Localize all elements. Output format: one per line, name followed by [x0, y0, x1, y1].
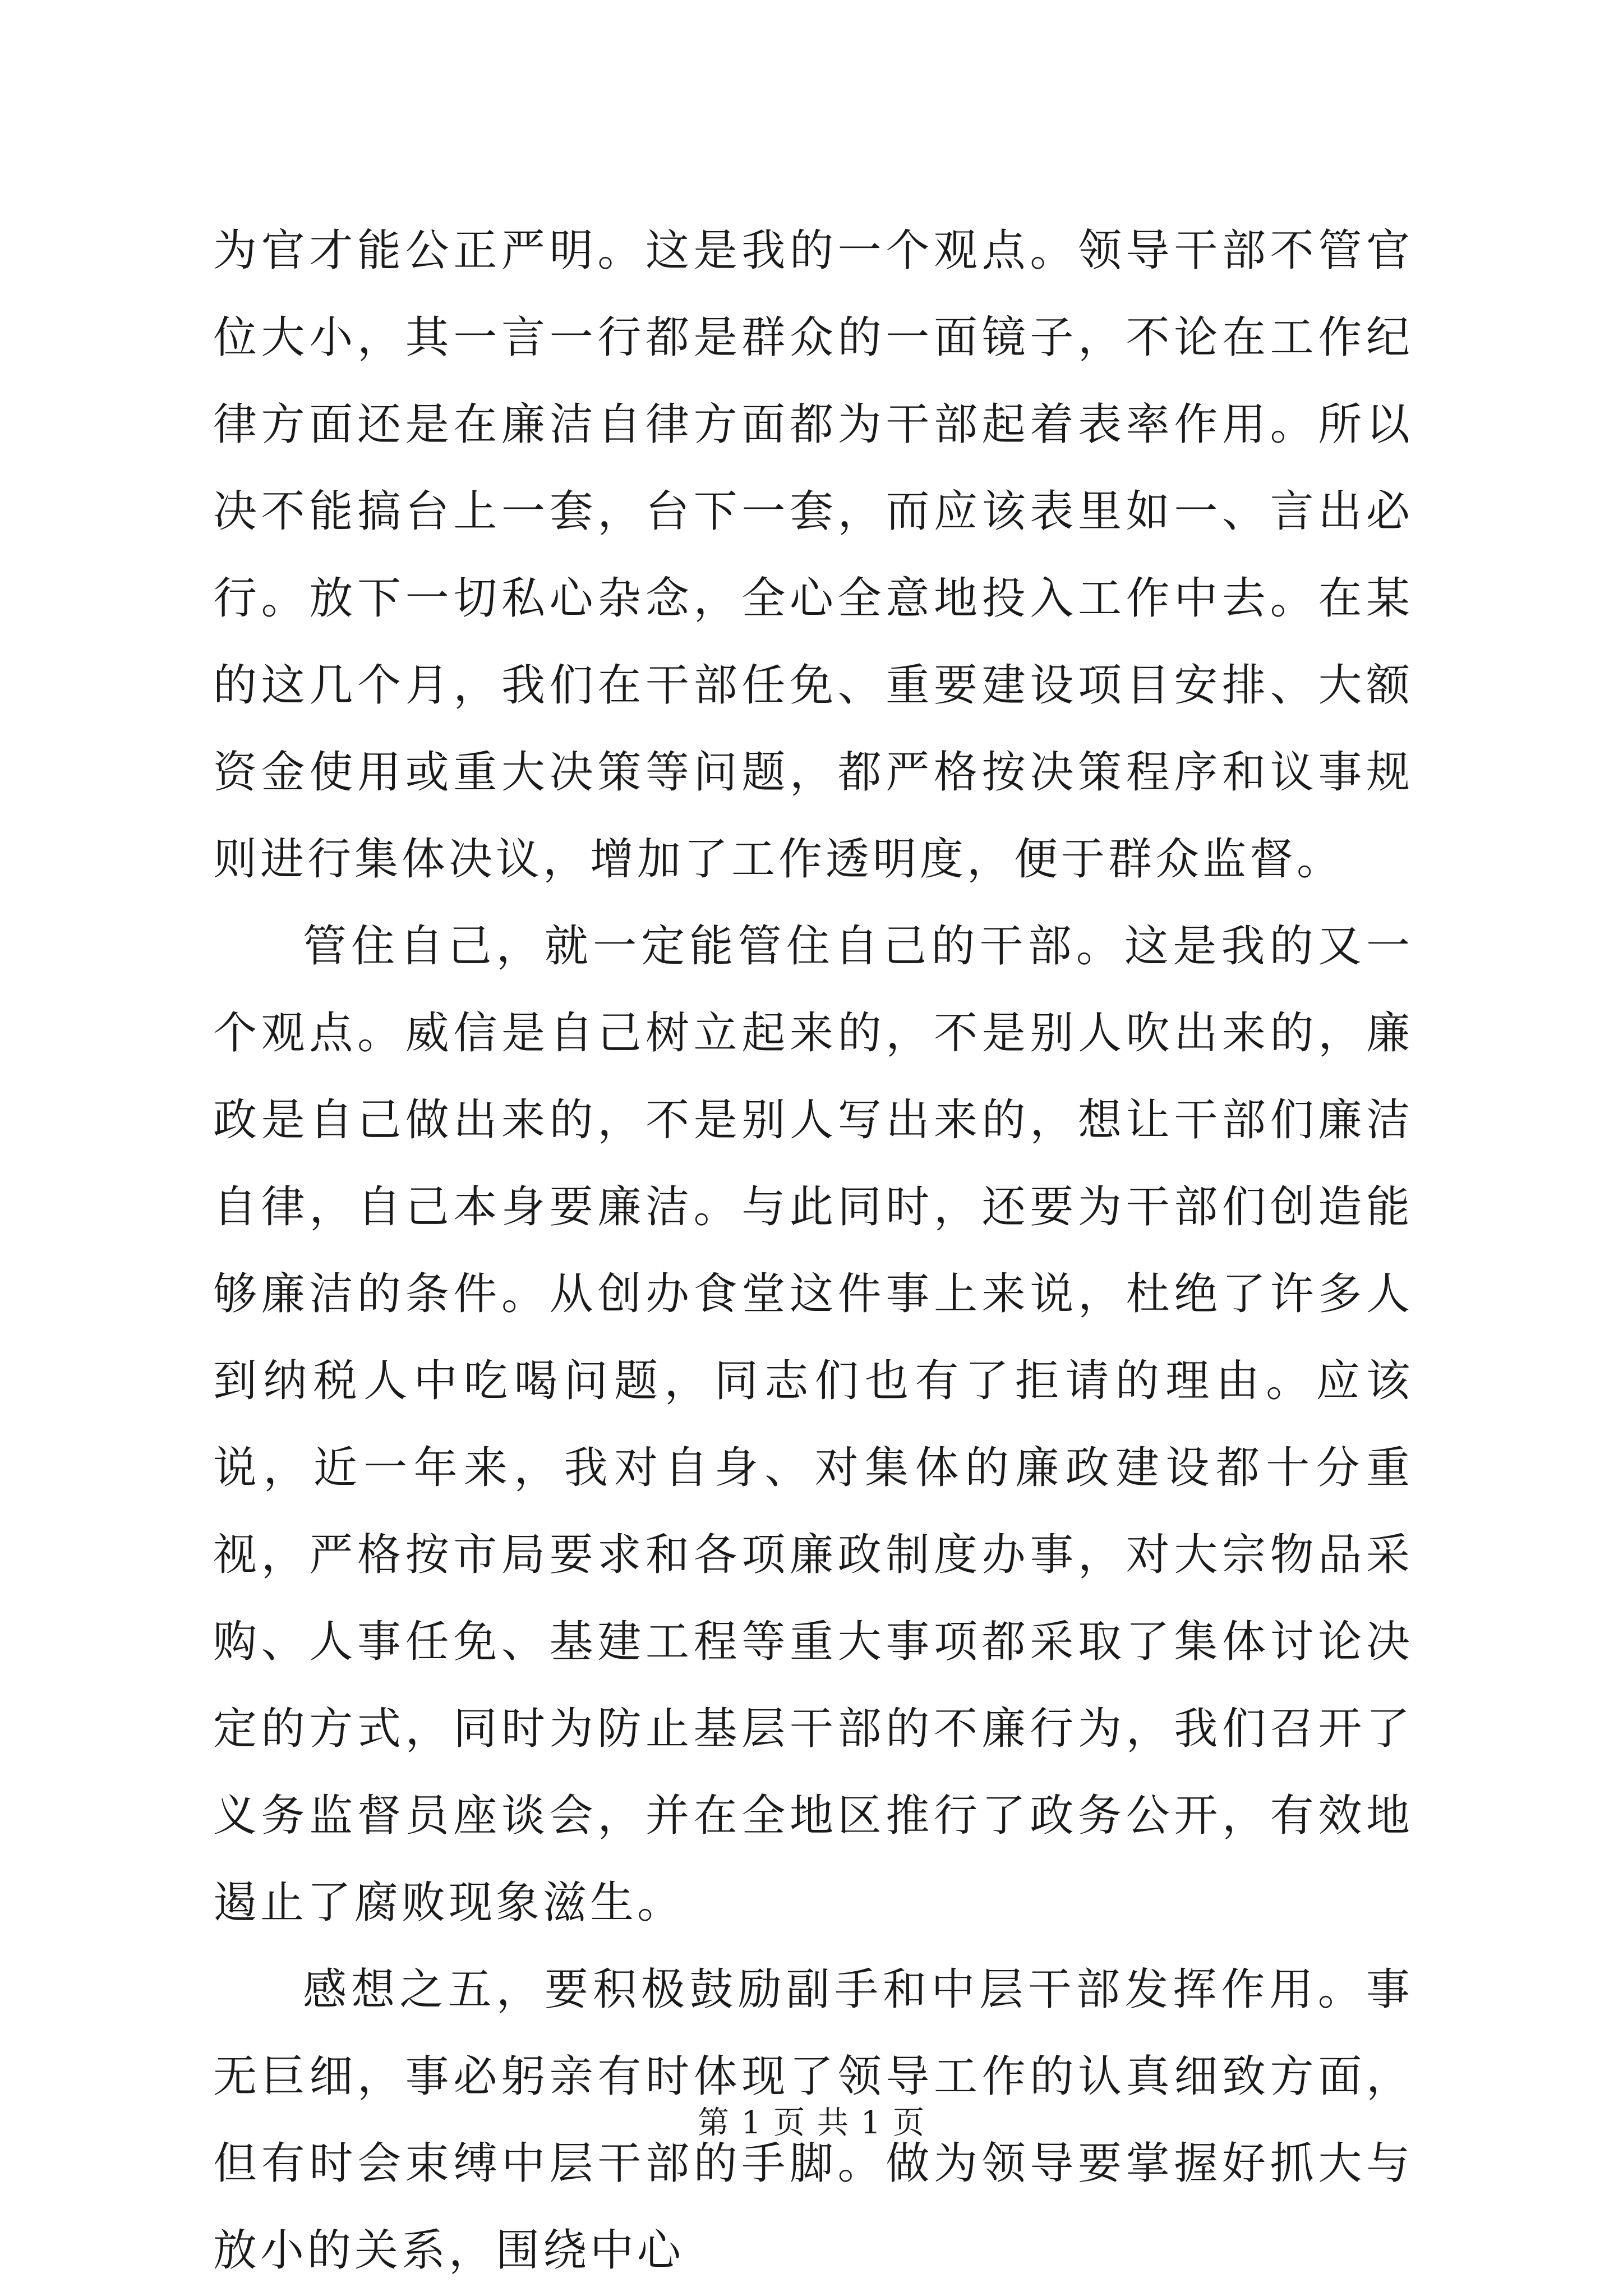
paragraph-3: 感想之五，要积极鼓励副手和中层干部发挥作用。事无巨细，事必躬亲有时体现了领导工作的认真细致方面，但有时会束缚中层干部的手脚。做为领导要掌握好抓大与放小的关系，围绕中心 — [213, 1964, 1413, 2276]
document-body — [213, 208, 1413, 2294]
page-footer: 第 1 页 共 1 页 — [697, 2105, 926, 2141]
paragraph-1: 为官才能公正严明。这是我的一个观点。领导干部不管官位大小，其一言一行都是群众的一面镜子，不论在工作纪律方面还是在廉洁自律方面都为干部起着表率作用。所以决不能搞台上一套，台下一套，而应该表里如一、言出必行。放下一切私心杂念，全心全意地投入工作中去。在某的这几个月，我们在干部任免、重要建设项目安排、大额资金使用或重大决策等问题，都严格按决策程序和议事规则进行集体决议，增加了工作透明度，便于群众监督。 — [213, 226, 1413, 885]
paragraph-2: 管住自己，就一定能管住自己的干部。这是我的又一个观点。威信是自己树立起来的，不是别人吹出来的，廉政是自己做出来的，不是别人写出来的，想让干部们廉洁自律，自己本身要廉洁。与此同时，还要为干部们创造能够廉洁的条件。从创办食堂这件事上来说，杜绝了许多人到纳税人中吃喝问题，同志们也有了拒请的理由。应该说，近一年来，我对自身、对集体的廉政建设都十分重视，严格按市局要求和各项廉政制度办事，对大宗物品采购、人事任免、基建工程等重大事项都采取了集体讨论决定的方式，同时为防止基层干部的不廉行为，我们召开了义务监督员座谈会，并在全地区推行了政务公开，有效地遏止了腐败现象滋生。 — [213, 921, 1413, 1928]
